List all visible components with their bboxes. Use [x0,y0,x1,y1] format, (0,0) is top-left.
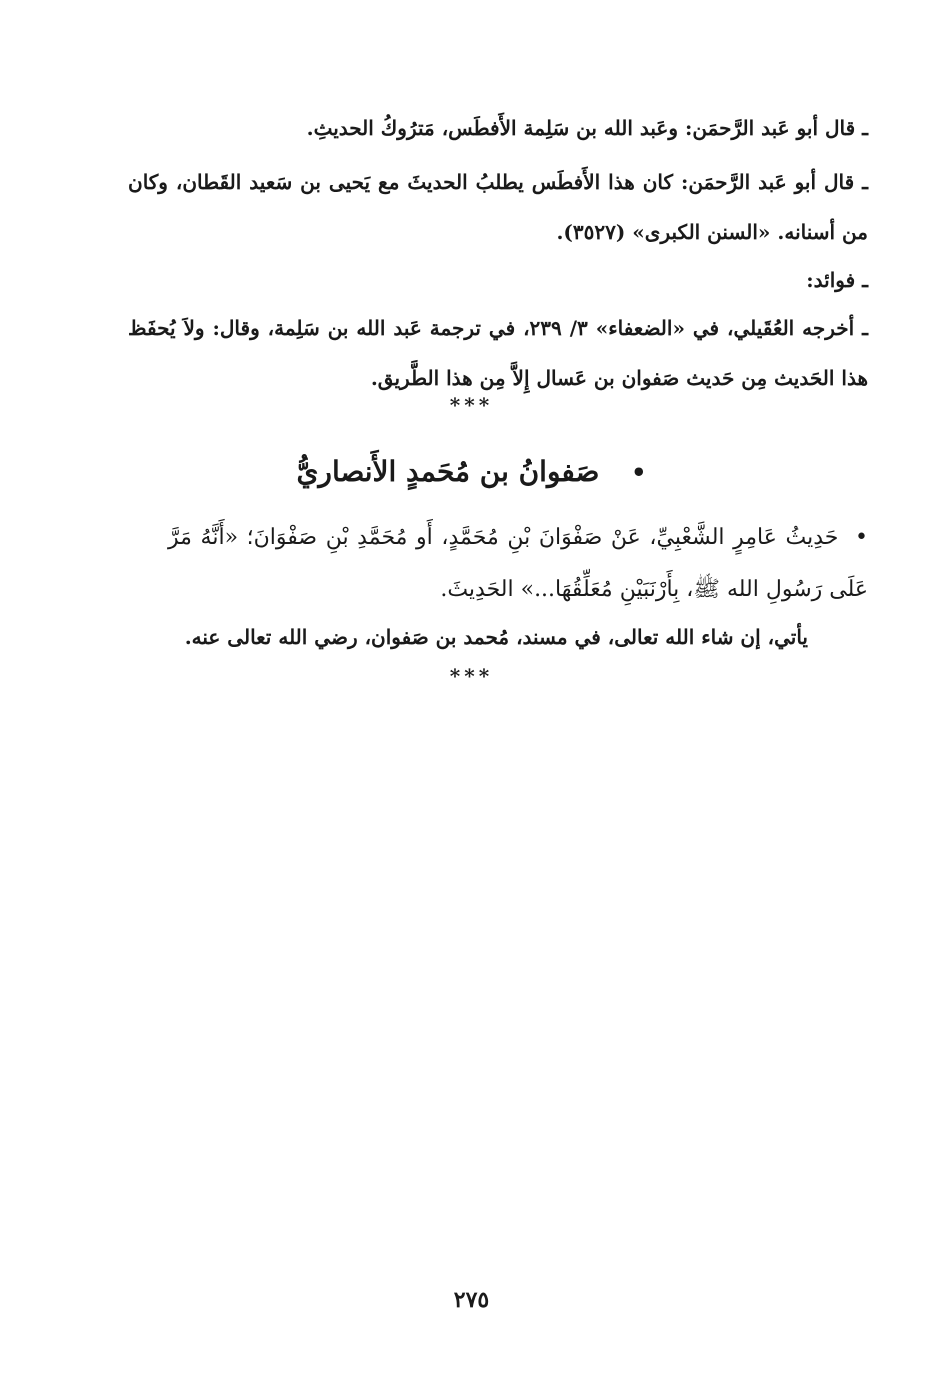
hadith-text: حَدِيثُ عَامِرٍ الشَّعْبِيِّ، عَنْ صَفْوَانَ بْنِ مُحَمَّدٍ، أَو مُحَمَّدِ بْنِ صَفْوَانَ؛ «أَنَّهُ مَرَّ عَلَى رَسُولِ الله ﷺ، بِأَرْنَبَيْنِ مُعَلِّقُهَا...» الحَدِيثَ. [168,525,868,602]
paragraph-benefits-body: ـ أخرجه العُقَيلي، في «الضعفاء» ٣/ ٢٣٩، في ترجمة عَبد الله بن سَلِمة، وقال: ولاَ يُحفَظ هذا الحَديث مِن حَديث صَفوان بن عَسال إِلاَّ مِن هذا الطَّريق. [128,316,868,390]
bullet-icon: • [855,525,868,550]
cross-reference-note: يأتي، إن شاء الله تعالى، في مسند، مُحمد بن صَفوان، رضي الله تعالى عنه. [184,625,808,649]
hadith-entry [168,512,868,616]
paragraph-narration-2: ـ قال أبو عَبد الرَّحمَن: كان هذا الأَفطَس يطلبُ الحديثَ مع يَحيى بن سَعيد القَطان، وكان من أسنانه. «السنن الكبرى» (٣٥٢٧). [128,170,868,244]
section-separator: *** [449,393,494,417]
paragraph-narration-1: ـ قال أبو عَبد الرَّحمَن: وعَبد الله بن سَلِمة الأَفطَس، مَترُوكُ الحديثِ. [306,116,868,140]
section-heading [0,442,943,503]
paragraph-benefits-heading: ـ فوائد: [806,268,868,292]
bullet-icon: • [631,458,647,487]
page-number: ٢٧٥ [453,1287,490,1313]
section-title: صَفوانُ بن مُحَمدٍ الأَنصاريُّ [296,455,600,488]
section-separator: *** [449,664,494,688]
